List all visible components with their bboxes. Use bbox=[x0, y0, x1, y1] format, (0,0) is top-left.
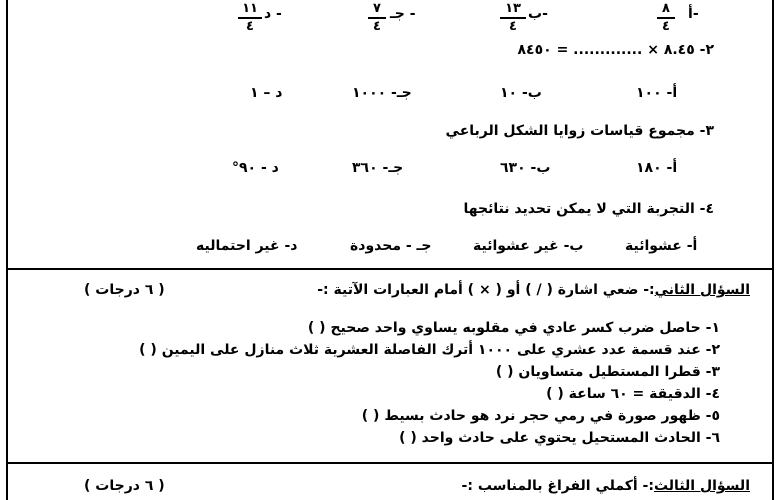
q1-row3-a: أ- ١٨٠ bbox=[636, 160, 678, 176]
q2-header bbox=[317, 282, 750, 298]
fraction-a: ٨ ٤ bbox=[657, 2, 675, 34]
q2-heading: السؤال الثاني bbox=[654, 282, 750, 298]
q3-header bbox=[462, 478, 750, 494]
q1-row4-d: د- غير احتماليه bbox=[196, 238, 298, 254]
q2-item-2: ٢- عند قسمة عدد عشري على ١٠٠٠ أترك الفاصلة العشرية ثلاث منازل على اليمين ( ) bbox=[139, 342, 720, 358]
q3-instruction: :- أكملي الفراغ بالمناسب :- bbox=[461, 478, 654, 494]
option-c-label: جـ - bbox=[390, 6, 416, 22]
q2-instruction: :- ضعي اشارة ( / ) أو ( × ) أمام العبارات الآتية :- bbox=[317, 282, 655, 298]
q1-row2-d: د – ١ bbox=[250, 85, 283, 101]
fraction-d: ١١ ٤ bbox=[238, 2, 262, 34]
q3-marks: ( ٦ درجات ) bbox=[84, 478, 165, 494]
q3-heading: السؤال الثالث bbox=[653, 478, 750, 494]
q1-row4-c: جـ - محدودة bbox=[350, 238, 432, 254]
q1-row2-a: أ- ١٠٠ bbox=[636, 85, 678, 101]
q2-item-4: ٤- الدقيقة = ٦٠ ساعة ( ) bbox=[546, 386, 720, 402]
fraction-c: ٧ ٤ bbox=[368, 2, 386, 34]
q2-marks: ( ٦ درجات ) bbox=[84, 282, 165, 298]
q2-item-5: ٥- ظهور صورة في رمي حجر نرد هو حادث بسيط ( ) bbox=[361, 408, 720, 424]
section-divider-2 bbox=[6, 462, 774, 464]
q2-item-1: ١- حاصل ضرب كسر عادي في مقلوبه يساوي واحد صحيح ( ) bbox=[307, 320, 720, 336]
q1-row4-b: ب- غير عشوائية bbox=[473, 238, 584, 254]
option-b-label: ب- bbox=[528, 6, 548, 22]
section-divider-1 bbox=[6, 268, 774, 270]
q2-item-6: ٦- الحادث المستحيل يحتوي على حادث واحد ( ) bbox=[399, 430, 720, 446]
q1-row3-c: جـ- ٣٦٠ bbox=[352, 160, 404, 176]
q1-row3-d: د - ٩٠° bbox=[232, 160, 279, 176]
q2-item-3: ٣- قطرا المستطيل متساويان ( ) bbox=[495, 364, 720, 380]
page-border-right bbox=[772, 0, 774, 500]
q1-item2: ٢- ٨.٤٥ × ............. = ٨٤٥٠ bbox=[517, 42, 714, 58]
option-d-label: د - bbox=[264, 6, 282, 22]
fraction-b: ١٣ ٤ bbox=[500, 2, 526, 34]
q1-row2-b: ب- ١٠ bbox=[500, 85, 542, 101]
page-border-left bbox=[6, 0, 8, 500]
option-a-label: أ- bbox=[688, 6, 699, 22]
q1-item3: ٣- مجموع قياسات زوايا الشكل الرباعي bbox=[445, 123, 714, 139]
q1-row4-a: أ- عشوائية bbox=[625, 238, 698, 254]
q1-row3-b: ب- ٦٣٠ bbox=[500, 160, 551, 176]
q1-item4: ٤- التجربة التي لا يمكن تحديد نتائجها bbox=[463, 201, 714, 217]
q1-row2-c: جـ- ١٠٠٠ bbox=[352, 85, 412, 101]
